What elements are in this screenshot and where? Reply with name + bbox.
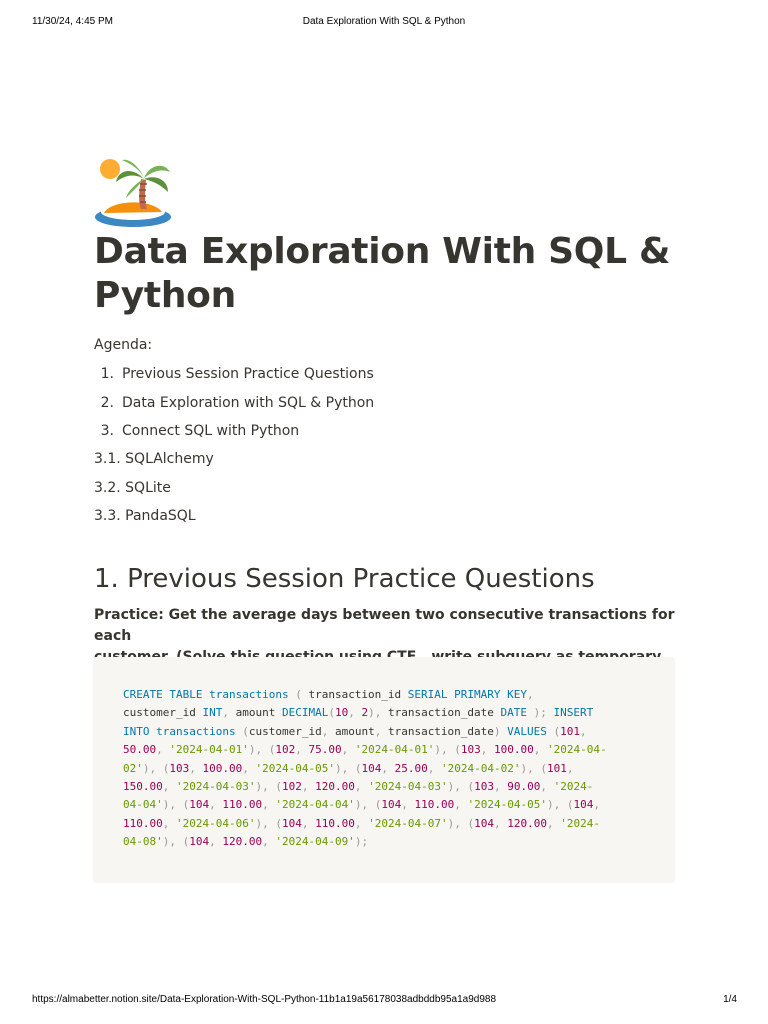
code-line: INTO transactions (customer_id, amount, transaction_date) VALUES (101, [123,724,587,738]
list-number: 1. [100,366,114,382]
desert-island-icon [94,156,174,230]
agenda-label: Agenda: [94,337,153,353]
agenda-sublist [94,449,214,535]
list-item: 3.1. SQLAlchemy [94,451,214,467]
practice-line-1: Practice: Get the average days between two consecutive transactions for each [94,607,675,644]
code-line: 04-08'), (104, 120.00, '2024-04-09'); [123,835,369,849]
print-header [0,16,768,30]
list-item: 3.2. SQLite [94,479,171,496]
print-title: Data Exploration With SQL & Python [302,16,466,27]
code-line: customer_id INT, amount DECIMAL(10, 2), transaction_date DATE ); INSERT [123,706,594,720]
code-block[interactable] [93,657,675,883]
list-text: Data Exploration with SQL & Python [122,394,375,411]
code-line: 04-04'), (104, 110.00, '2024-04-04'), (104, 110.00, '2024-04-05'), (104, [123,798,600,812]
list-number: 3. [100,423,114,439]
print-datetime: 11/30/24, 4:45 PM [32,16,113,27]
list-item [94,393,374,422]
agenda-list [94,364,374,450]
list-item: 3.3. PandaSQL [94,508,196,524]
page-title: Data Exploration With SQL & Python [94,231,671,316]
code-line: CREATE TABLE transactions ( transaction_id SERIAL PRIMARY KEY, [123,688,534,701]
print-footer [0,994,768,1008]
code-line: 02'), (103, 100.00, '2024-04-05'), (104, 25.00, '2024-04-02'), (101, [123,761,574,775]
print-url: https://almabetter.notion.site/Data-Exploration-With-SQL-Python-11b1a19a56178038adbddb95a1a9d988 [32,994,497,1005]
sql-code [123,686,645,852]
list-number: 2. [100,394,114,411]
page-number: 1/4 [723,994,737,1005]
code-line: 150.00, '2024-04-03'), (102, 120.00, '2024-04-03'), (103, 90.00, '2024- [123,780,594,794]
list-text: Connect SQL with Python [122,423,300,439]
list-item [94,421,374,450]
list-item [94,364,374,393]
section-heading: 1. Previous Session Practice Questions [94,564,595,594]
code-line: 110.00, '2024-04-06'), (104, 110.00, '2024-04-07'), (104, 120.00, '2024- [123,816,600,830]
list-text: Previous Session Practice Questions [122,366,374,382]
code-line: 50.00, '2024-04-01'), (102, 75.00, '2024-04-01'), (103, 100.00, '2024-04- [123,743,607,757]
